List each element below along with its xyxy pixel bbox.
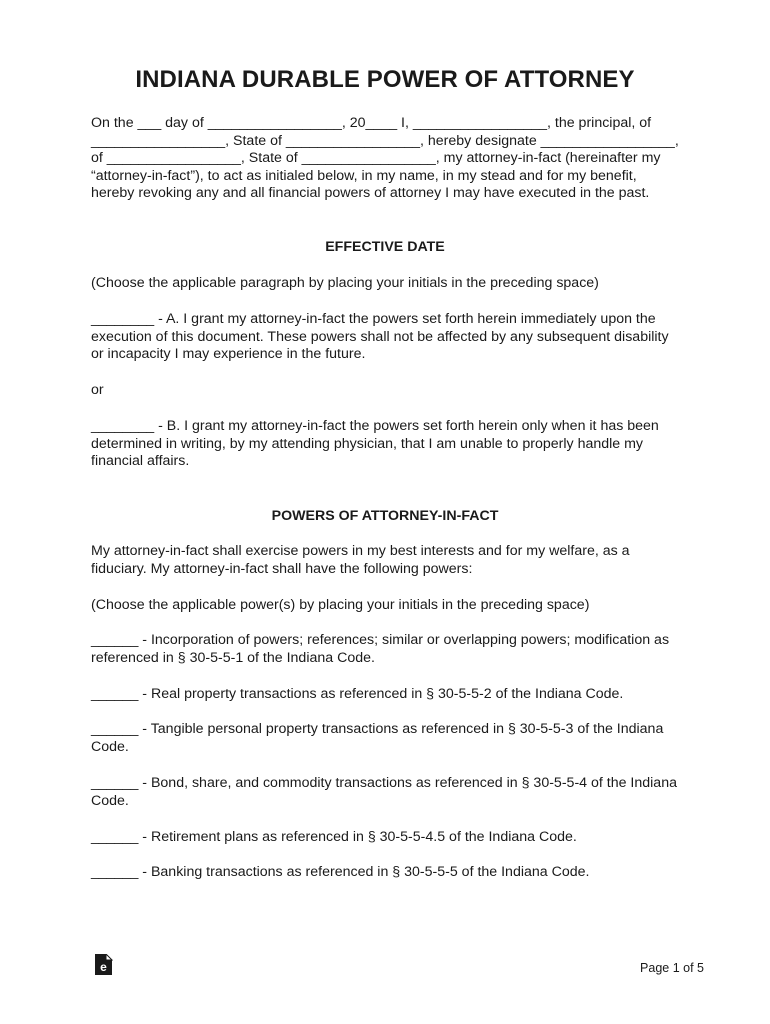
powers-heading: POWERS OF ATTORNEY-IN-FACT (271, 508, 499, 524)
power-item: ______ - Incorporation of powers; references; similar or overlapping powers; modification as referenced in § 30-5-5-1 of the Indiana Code. (91, 632, 670, 666)
power-item: ______ - Retirement plans as referenced in § 30-5-5-4.5 of the Indiana Code. (91, 829, 577, 845)
effective-date-instruction: (Choose the applicable paragraph by placing your initials in the preceding space) (91, 275, 599, 291)
intro-paragraph: On the ___ day of _________________, 20____ I, _________________, the principal, of _________________, State of _________________, hereby designate _________________, of _________________, State of _________________, my attorney-in-fact (hereinafter my “attorney-in-fact”), to act as initialed below, in my name, in my stead and for my benefit, hereby revoking any and all financial powers of attorney I may have executed in the past. (91, 115, 679, 202)
effective-date-or: or (91, 382, 104, 398)
eforms-logo-icon (93, 954, 113, 976)
effective-date-option-a: ________ - A. I grant my attorney-in-fact the powers set forth herein immediately upon the execution of this document. These powers shall not be affected by any subsequent disability or incapacity I may experience in the future. (91, 311, 669, 363)
svg-text:e: e (100, 960, 107, 974)
effective-date-option-b: ________ - B. I grant my attorney-in-fact the powers set forth herein only when it has been determined in writing, by my attending physician, that I am unable to properly handle my financial affairs. (91, 418, 659, 470)
power-item: ______ - Tangible personal property transactions as referenced in § 30-5-5-3 of the Indiana Code. (91, 721, 664, 755)
page-number: Page 1 of 5 (640, 961, 704, 975)
power-item: ______ - Bond, share, and commodity transactions as referenced in § 30-5-5-4 of the Indiana Code. (91, 775, 677, 809)
document-title: INDIANA DURABLE POWER OF ATTORNEY (135, 66, 635, 93)
powers-instruction: (Choose the applicable power(s) by placing your initials in the preceding space) (91, 597, 590, 613)
power-item: ______ - Real property transactions as referenced in § 30-5-5-2 of the Indiana Code. (91, 686, 624, 702)
powers-intro: My attorney-in-fact shall exercise powers in my best interests and for my welfare, as a fiduciary. My attorney-in-fact shall have the following powers: (91, 543, 630, 577)
effective-date-heading: EFFECTIVE DATE (325, 239, 445, 255)
power-item: ______ - Banking transactions as referenced in § 30-5-5-5 of the Indiana Code. (91, 864, 590, 880)
